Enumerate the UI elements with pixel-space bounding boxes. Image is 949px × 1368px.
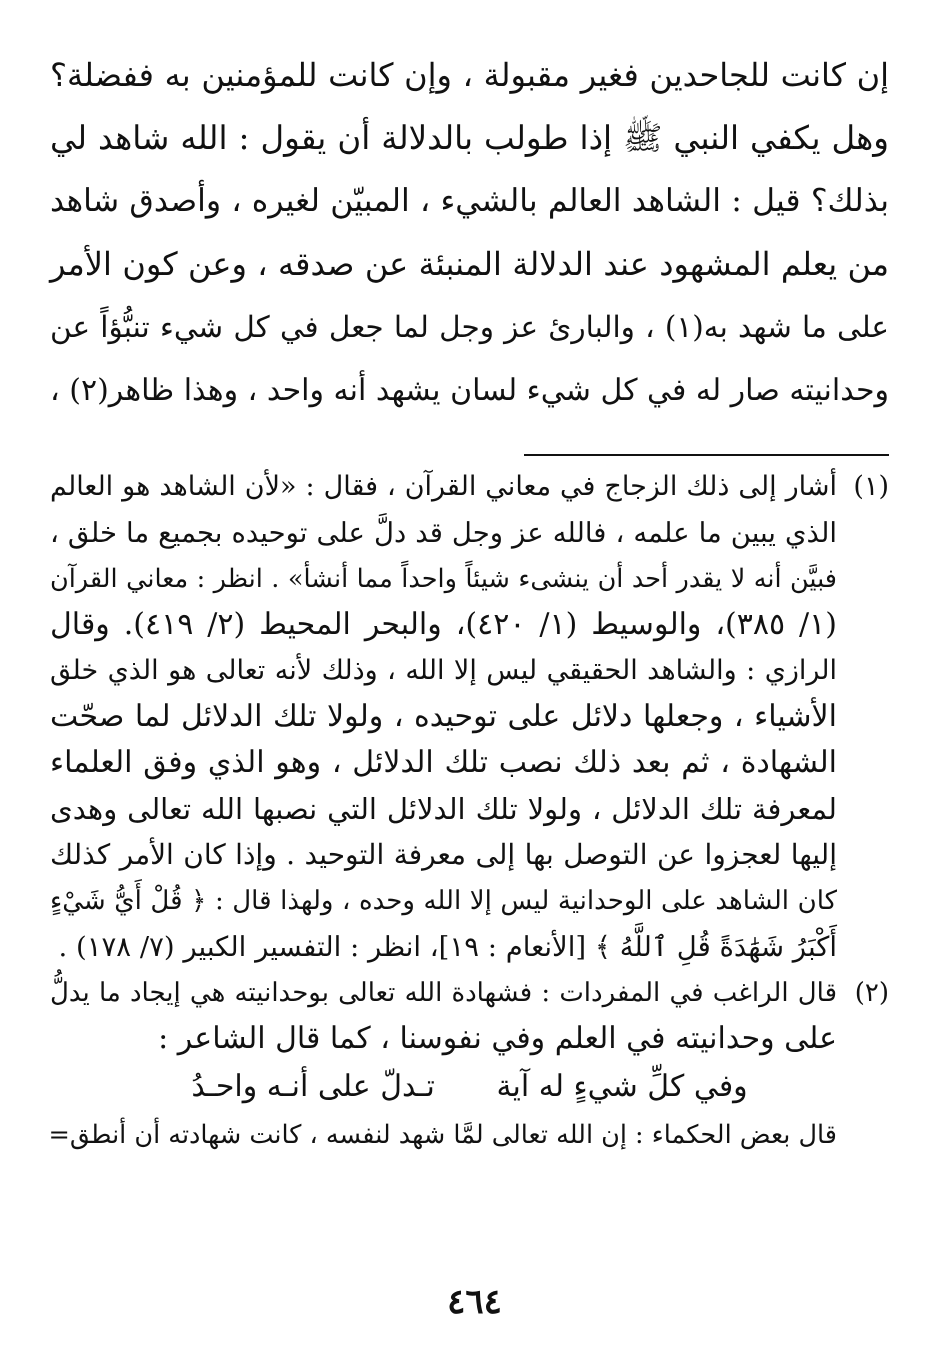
footnote-line: الرازي : والشاهد الحقيقي ليس إلا الله ، وذلك لأنه تعالى هو الذي خلق <box>50 655 837 686</box>
footnote-line: إليها لعجزوا عن التوصل بها إلى معرفة التوحيد . وإذا كان الأمر كذلك <box>50 838 837 871</box>
verse-first-hemistich: وفي كلِّ شيءٍ له آية <box>496 1069 748 1104</box>
footnote-line: على وحدانيته في العلم وفي نفوسنا ، كما قال الشاعر : <box>158 1021 837 1056</box>
text-line: وحدانيته صار له في كل شيء لسان يشهد أنه واحد ، وهذا ظاهر(٢) ، <box>50 373 889 408</box>
footnote-line <box>50 970 889 1016</box>
footnote-line: الشهادة ، ثم بعد ذلك نصب تلك الدلائل ، وهو الذي وفق العلماء <box>50 745 837 780</box>
page-number: ٤٦٤ <box>447 1282 502 1322</box>
footnote-separator <box>524 454 889 456</box>
footnote-2 <box>50 970 889 1158</box>
footnote-text: قال الراغب في المفردات : فشهادة الله تعالى بوحدانيته هي إيجاد ما يدلُّ <box>50 978 837 1008</box>
text-line: بذلك؟ قيل : الشاهد العالم بالشيء ، المبيّن لغيره ، وأصدق شاهد <box>50 183 889 219</box>
text-line: إن كانت للجاحدين فغير مقبولة ، وإن كانت للمؤمنين به ففضلة؟ <box>50 56 890 94</box>
footnote-line: فبيَّن أنه لا يقدر أحد أن ينشىء شيئاً واحداً مما أنشأ» . انظر : معاني القرآن <box>50 564 837 594</box>
text-line: وهل يكفي النبي ﷺ إذا طولب بالدلالة أن يقول : الله شاهد لي <box>50 119 889 157</box>
footnote-line: لمعرفة تلك الدلائل ، ولولا تلك الدلائل التي نصبها الله تعالى وهدى <box>50 792 837 826</box>
footnote-line <box>50 464 889 510</box>
footnote-line: (١/ ٣٨٥)، والوسيط (١/ ٤٢٠)، والبحر المحيط (٢/ ٤١٩). وقال <box>50 607 837 642</box>
footnote-line: كان الشاهد على الوحدانية ليس إلا الله وحده ، ولهذا قال : ﴿ قُلْ أَيُّ شَيْءٍ <box>50 886 837 916</box>
footnote-line: أَكْبَرُ شَهَٰدَةً قُلِ ٱللَّهُ ﴾ [الأنعام : ١٩]، انظر : التفسير الكبير (٧/ ١٧٨) . <box>58 931 837 963</box>
text-line: من يعلم المشهود عند الدلالة المنبئة عن صدقه ، وعن كون الأمر <box>50 245 889 283</box>
main-text <box>50 44 889 422</box>
footnote-1 <box>50 464 889 970</box>
poetry-verse <box>50 1062 889 1112</box>
footnote-line: الذي يبين ما علمه ، فالله عز وجل قد دلَّ على توحيده بجميع ما خلق ، <box>50 517 837 549</box>
footnote-text: أشار إلى ذلك الزجاج في معاني القرآن ، فقال : «لأن الشاهد هو العالم <box>50 471 837 502</box>
verse-second-hemistich: تـدلّ على أنـه واحـدُ <box>191 1069 435 1104</box>
footnote-line: قال بعض الحكماء : إن الله تعالى لمَّا شهد لنفسه ، كانت شهادته أن أنطق= <box>48 1120 837 1150</box>
text-line: على ما شهد به(١) ، والبارئ عز وجل لما جعل في كل شيء تنبُّؤاً عن <box>50 310 890 344</box>
footnote-number: (١) <box>853 471 889 502</box>
footnote-line: الأشياء ، وجعلها دلائل على توحيده ، ولولا تلك الدلائل لما صحّت <box>50 699 837 734</box>
footnote-number: (٢) <box>854 978 889 1008</box>
